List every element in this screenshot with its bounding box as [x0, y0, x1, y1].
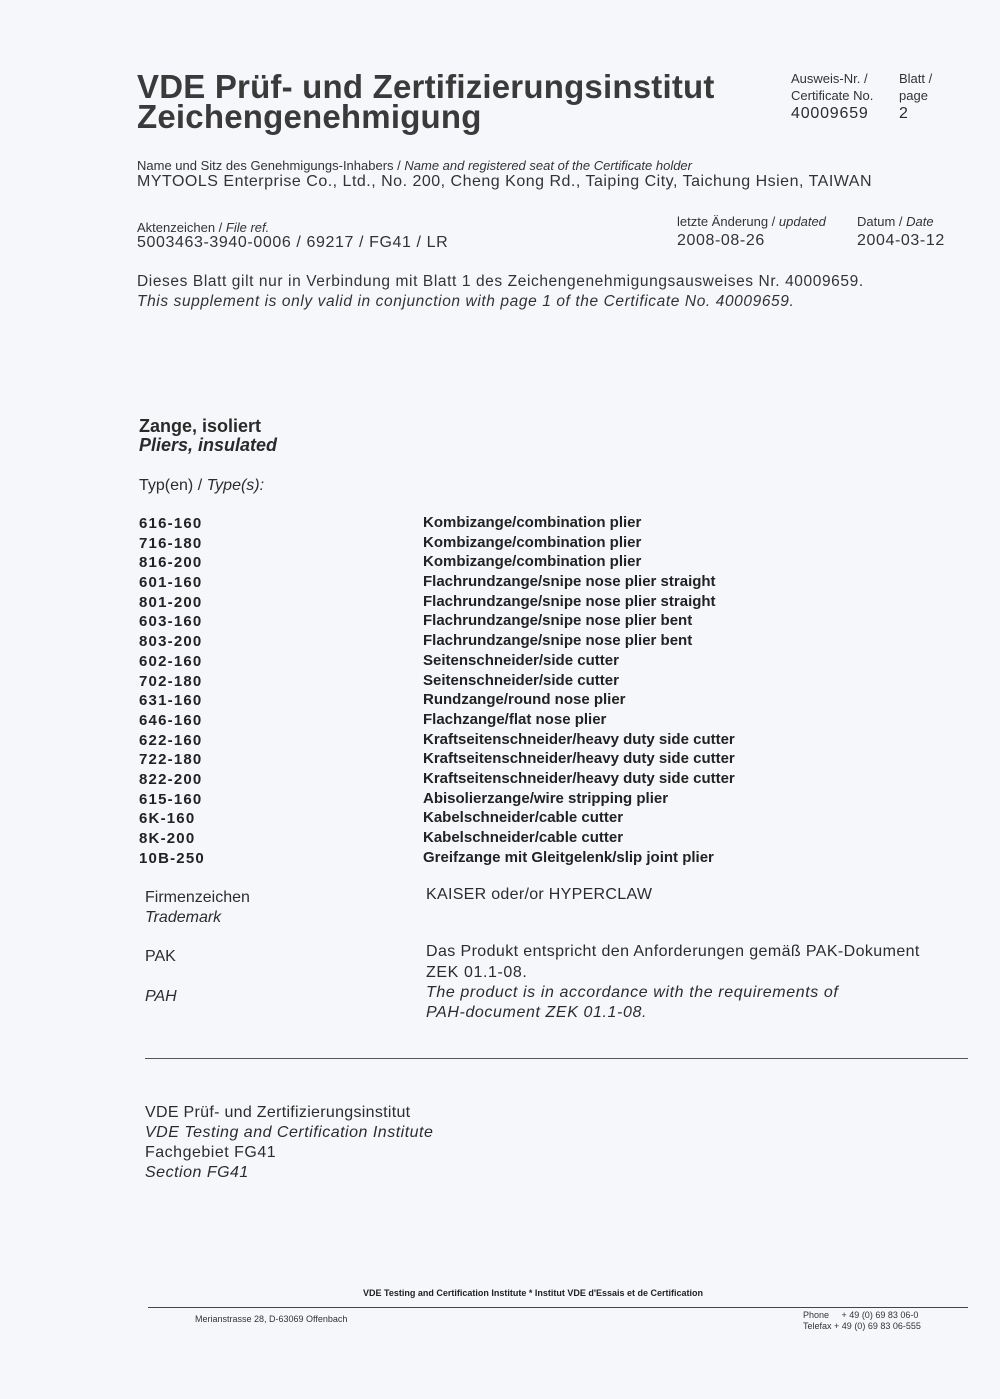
page-number: 2: [899, 105, 908, 122]
header-title-sub: Zeichengenehmigung: [137, 98, 482, 135]
file-ref-label-en: File ref.: [225, 220, 270, 235]
type-code: 816-200: [139, 554, 203, 572]
type-code: 6K-160: [139, 810, 196, 828]
type-description: Kraftseitenschneider/heavy duty side cutter: [423, 730, 735, 748]
footer-fax-number: + 49 (0) 69 83 06-555: [834, 1321, 921, 1331]
footer-line: [148, 1307, 968, 1308]
type-description: Flachrundzange/snipe nose plier bent: [423, 612, 693, 630]
types-label-de: Typ(en) /: [139, 477, 203, 494]
pak-label-de: PAK: [145, 948, 176, 965]
type-description: Flachrundzange/snipe nose plier bent: [423, 632, 693, 650]
cert-label-en: Certificate No.: [791, 88, 874, 103]
type-code: 602-160: [139, 652, 203, 670]
footer-fax: [803, 1321, 921, 1331]
cert-number: 40009659: [791, 105, 869, 122]
type-code: 801-200: [139, 593, 203, 611]
section-en: Section FG41: [145, 1164, 249, 1181]
holder-label-en: Name and registered seat of the Certificate holder: [404, 158, 692, 173]
separator-line: [145, 1058, 968, 1059]
pak-text-en-2: PAH-document ZEK 01.1-08.: [426, 1004, 648, 1021]
footer-phone-label: Phone: [803, 1310, 830, 1320]
file-ref-label-de: Aktenzeichen /: [137, 220, 223, 235]
section-de: Fachgebiet FG41: [145, 1144, 277, 1161]
supplement-de: Dieses Blatt gilt nur in Verbindung mit Blatt 1 des Zeichengenehmigungsausweises Nr. 40009659.: [137, 273, 864, 290]
footer-address: Merianstrasse 28, D-63069 Offenbach: [195, 1314, 348, 1324]
supplement-en: This supplement is only valid in conjunction with page 1 of the Certificate No. 40009659.: [137, 293, 795, 310]
type-code: 716-180: [139, 534, 203, 552]
trademark-value: KAISER oder/or HYPERCLAW: [426, 886, 653, 903]
page-label-en: page: [899, 88, 928, 103]
type-description-list: [423, 513, 735, 867]
type-description: Seitenschneider/side cutter: [423, 671, 619, 689]
type-code: 722-180: [139, 751, 203, 769]
pak-label-en: PAH: [145, 988, 177, 1005]
updated-label-en: updated: [778, 214, 826, 229]
type-description: Kombizange/combination plier: [423, 533, 642, 551]
type-description: Kombizange/combination plier: [423, 553, 642, 571]
type-code: 601-160: [139, 574, 203, 592]
page-label-de: Blatt /: [899, 71, 933, 86]
cert-label-de: Ausweis-Nr. /: [791, 71, 868, 86]
type-description: Rundzange/round nose plier: [423, 691, 626, 709]
holder-label: [137, 158, 692, 173]
types-label-en: Type(s):: [206, 477, 265, 494]
type-description: Kraftseitenschneider/heavy duty side cutter: [423, 769, 735, 787]
date-label: [857, 214, 934, 229]
type-code: 615-160: [139, 790, 203, 808]
header-title-de: VDE Prüf- und Zertifizierungsinstitut: [137, 68, 715, 105]
type-description: Seitenschneider/side cutter: [423, 651, 619, 669]
types-label: [139, 477, 264, 495]
updated-label-de: letzte Änderung /: [677, 214, 776, 229]
type-description: Flachrundzange/snipe nose plier straight: [423, 573, 716, 591]
type-code: 822-200: [139, 770, 203, 788]
type-code: 616-160: [139, 515, 203, 532]
date-value: 2004-03-12: [857, 232, 945, 249]
pak-text-de-2: ZEK 01.1-08.: [426, 964, 528, 981]
type-code: 603-160: [139, 613, 203, 631]
product-title-en: Pliers, insulated: [139, 435, 278, 455]
file-ref-label: [137, 220, 269, 235]
type-code: 646-160: [139, 711, 203, 729]
pak-text-en-1: The product is in accordance with the requirements of: [426, 984, 839, 1001]
type-description: Kombizange/combination plier: [423, 514, 642, 531]
type-code-list: [139, 514, 205, 868]
file-ref-value: 5003463-3940-0006 / 69217 / FG41 / LR: [137, 234, 449, 251]
holder-label-de: Name und Sitz des Genehmigungs-Inhabers /: [137, 158, 401, 173]
type-code: 8K-200: [139, 830, 196, 847]
type-code: 702-180: [139, 672, 203, 690]
trademark-label-de: Firmenzeichen: [145, 889, 250, 906]
pak-text-de-1: Das Produkt entspricht den Anforderungen gemäß PAK-Dokument: [426, 943, 920, 960]
type-code: 622-160: [139, 731, 203, 749]
type-code: 803-200: [139, 633, 203, 651]
type-description: Abisolierzange/wire stripping plier: [423, 789, 669, 807]
date-label-de: Datum /: [857, 214, 903, 229]
footer-phone: [803, 1310, 918, 1320]
holder-value: MYTOOLS Enterprise Co., Ltd., No. 200, Cheng Kong Rd., Taiping City, Taichung Hsien, TAIWAN: [137, 173, 873, 190]
institute-name-en: VDE Testing and Certification Institute: [145, 1124, 434, 1141]
footer-fax-label: Telefax: [803, 1321, 832, 1331]
type-description: Kraftseitenschneider/heavy duty side cutter: [423, 750, 735, 768]
trademark-label-en: Trademark: [145, 909, 222, 926]
type-description: Kabelschneider/cable cutter: [423, 809, 624, 827]
footer-institute: VDE Testing and Certification Institute * Institut VDE d'Essais et de Certification: [363, 1288, 704, 1298]
product-title-de: Zange, isoliert: [139, 416, 262, 436]
type-code: 631-160: [139, 692, 203, 710]
type-description: Greifzange mit Gleitgelenk/slip joint plier: [423, 848, 714, 866]
updated-label: [677, 214, 826, 229]
type-description: Kabelschneider/cable cutter: [423, 829, 624, 846]
type-description: Flachrundzange/snipe nose plier straight: [423, 592, 716, 610]
footer-phone-number: + 49 (0) 69 83 06-0: [841, 1310, 919, 1320]
institute-name-de: VDE Prüf- und Zertifizierungsinstitut: [145, 1104, 411, 1121]
date-label-en: Date: [906, 214, 934, 229]
type-description: Flachzange/flat nose plier: [423, 710, 607, 728]
updated-value: 2008-08-26: [677, 232, 765, 249]
type-code: 10B-250: [139, 849, 205, 867]
